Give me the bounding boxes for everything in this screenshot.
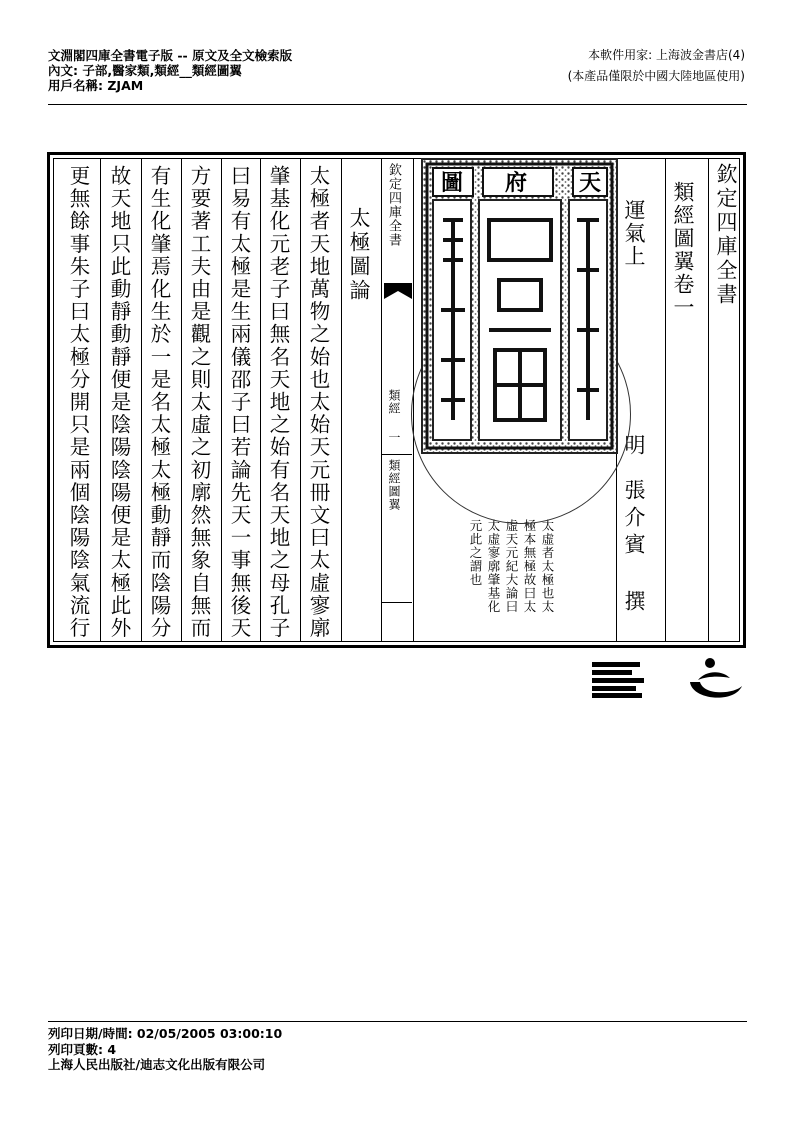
seal-pattern-icon (423, 160, 616, 452)
book-title: 類經圖翼卷一 (671, 181, 695, 319)
body-column: 有生化肇焉化生於一是名太極太極動靜而陰陽分 (147, 165, 171, 640)
seal-annotation-line: 太虛寥廓肇基化 (486, 519, 501, 614)
seal-annotation-line: 極本無極故曰太 (522, 519, 537, 614)
product-title: 文淵閣四庫全書電子版 -- 原文及全文檢索版 (48, 48, 293, 63)
column-divider (300, 159, 301, 641)
restriction-note: (本產品僅限於中國大陸地區使用) (567, 69, 745, 83)
seal-char: 府 (505, 170, 528, 196)
column-divider (141, 159, 142, 641)
publisher-logo-mark-icon (684, 656, 746, 704)
header-left (48, 48, 292, 93)
fishtail-mark-icon (384, 283, 412, 301)
margin-juan: 一 (387, 431, 401, 444)
author-dynasty: 明 (622, 434, 646, 457)
margin-series-title: 欽定四庫全書 (386, 163, 401, 247)
section-path: 內文: 子部,醫家類,類經__類經圖翼 (48, 63, 242, 78)
header-rule (48, 104, 747, 105)
scanned-page (47, 152, 746, 648)
column-divider (665, 159, 666, 641)
margin-subbook: 類經圖翼 (387, 459, 401, 511)
column-divider (381, 159, 382, 641)
body-column: 肇基化元老子曰無名天地之始有名天地之母孔子 (266, 165, 290, 640)
column-divider (181, 159, 182, 641)
print-datetime: 列印日期/時間: 02/05/2005 03:00:10 (48, 1026, 283, 1041)
username: 用戶名稱: ZJAM (48, 78, 144, 93)
header-right (568, 48, 745, 84)
column-divider (341, 159, 342, 641)
seal-char: 天 (579, 170, 602, 196)
author: 張介賓 撰 (622, 479, 646, 617)
footer (48, 1026, 282, 1073)
seal-annotation-line: 虛天元紀大論曰 (504, 519, 519, 614)
seal-annotation-line: 太虛者太極也太 (540, 519, 555, 614)
footer-rule (48, 1021, 747, 1022)
chapter-title: 運氣上 (622, 199, 646, 268)
body-column: 曰易有太極是生兩儀邵子曰若論先天一事無後天 (227, 165, 251, 640)
seal-annotation-line: 元此之謂也 (468, 519, 483, 587)
publisher-logo-bars-icon (592, 662, 644, 698)
licensee: 本軟件用家: 上海波金書店(4) (588, 48, 745, 62)
margin-book: 類經 (387, 389, 401, 415)
column-divider (708, 159, 709, 641)
print-pages: 列印頁數: 4 (48, 1041, 117, 1057)
imperial-seal-stamp (421, 158, 618, 454)
seal-char: 圖 (441, 170, 464, 196)
column-divider (100, 159, 101, 641)
body-column: 太極者天地萬物之始也太始天元冊文曰太虛寥廓 (306, 165, 330, 640)
body-column: 方要著工夫由是觀之則太虛之初廓然無象自無而 (187, 165, 211, 640)
margin-rule (382, 454, 412, 455)
essay-title: 太極圖論 (347, 207, 371, 303)
series-title: 欽定四庫全書 (714, 163, 738, 307)
publisher: 上海人民出版社/迪志文化出版有限公司 (48, 1057, 266, 1072)
body-column: 故天地只此動靜動靜便是陰陽陰陽便是太極此外 (107, 165, 131, 640)
column-divider (221, 159, 222, 641)
page-inner-border (53, 158, 740, 642)
body-column: 更無餘事朱子曰太極分開只是兩個陰陽陰氣流行 (66, 165, 90, 640)
column-divider (260, 159, 261, 641)
margin-rule (382, 602, 412, 603)
